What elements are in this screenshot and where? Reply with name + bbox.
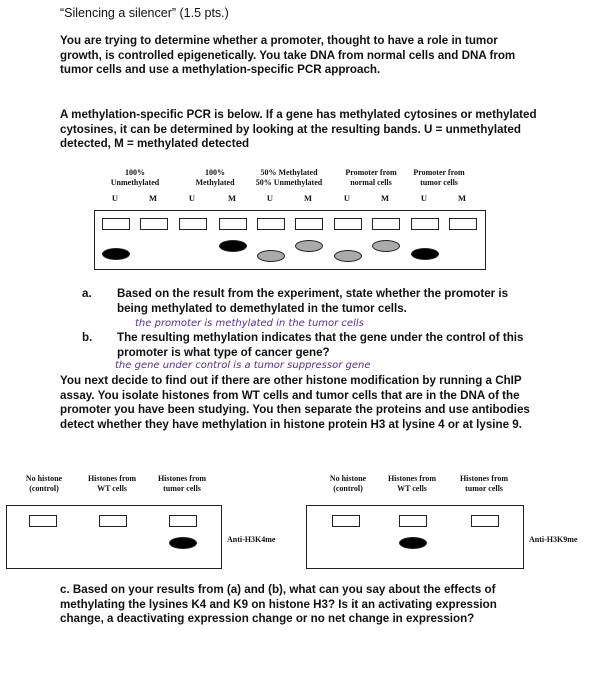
gray-band xyxy=(372,240,400,252)
gray-band xyxy=(257,250,285,262)
lane-label: U xyxy=(420,193,428,203)
lane-label: M xyxy=(148,193,158,203)
chip-column-label: Histones from tumor cells xyxy=(459,474,509,493)
lane-label: U xyxy=(188,193,196,203)
chip-column-label: Histones from tumor cells xyxy=(157,474,207,493)
chip-column-label: No histone (control) xyxy=(25,474,63,493)
antibody-label-h3k9me: Anti-H3K9me xyxy=(529,535,578,544)
gel-well xyxy=(411,218,439,230)
intro-paragraph: You are trying to determine whether a promoter, thought to have a role in tumor growth, is controlled epigenetically. You take DNA from normal cells and DNA from tumor cells and use a methylation-specific PCR approach. xyxy=(60,34,516,76)
lane-label: M xyxy=(303,193,313,203)
gel-well xyxy=(140,218,168,230)
pcr-column-label: 50% Methylated 50% Unmethylated xyxy=(255,168,323,187)
question-b-label: b. xyxy=(82,331,93,344)
gel-well xyxy=(471,515,499,527)
gel-well xyxy=(257,218,285,230)
dark-band xyxy=(219,240,247,252)
gel-well xyxy=(295,218,323,230)
gel-well xyxy=(449,218,477,230)
question-b-answer: the gene under control is a tumor suppressor gene xyxy=(115,360,371,371)
chip-column-label: Histones from WT cells xyxy=(87,474,137,493)
chip-column-label: No histone (control) xyxy=(329,474,367,493)
gel-well xyxy=(99,515,127,527)
lane-label: U xyxy=(343,193,351,203)
gray-band xyxy=(334,250,362,262)
chip-column-label: Histones from WT cells xyxy=(387,474,437,493)
gel-well xyxy=(219,218,247,230)
pcr-column-label: 100% Unmethylated xyxy=(110,168,160,187)
gel-well xyxy=(332,515,360,527)
gel-well xyxy=(372,218,400,230)
gel-well xyxy=(29,515,57,527)
question-a-answer: the promoter is methylated in the tumor cells xyxy=(135,318,364,329)
pcr-column-label: Promoter from normal cells xyxy=(345,168,397,187)
lane-label: U xyxy=(266,193,274,203)
gel-well xyxy=(102,218,130,230)
chip-intro-paragraph: You next decide to find out if there are other histone modification by running a ChIP assay. You isolate histones from WT cells and tumor cells that are in the DNA of the promoter you have been studying. You then separate the proteins and use antibodies detect whether they have methylation in histone protein H3 at lysine 4 or at lysine 9. xyxy=(60,374,530,431)
page-title: “Silencing a silencer” (1.5 pts.) xyxy=(60,6,229,20)
gel-well xyxy=(169,515,197,527)
antibody-label-h3k4me: Anti-H3K4me xyxy=(227,535,276,544)
gray-band xyxy=(295,240,323,252)
dark-band xyxy=(411,248,439,260)
pcr-column-label: 100% Methylated xyxy=(195,168,235,187)
gel-well xyxy=(399,515,427,527)
question-a-label: a. xyxy=(82,287,92,300)
lane-label: M xyxy=(457,193,467,203)
lane-label: U xyxy=(111,193,119,203)
lane-label: M xyxy=(227,193,237,203)
lane-label: M xyxy=(380,193,390,203)
gel-well xyxy=(179,218,207,230)
pcr-intro-paragraph: A methylation-specific PCR is below. If a gene has methylated cytosines or methylated cytosines, it can be determined by looking at the resulting bands. U = unmethylated detected, M = methylated detected xyxy=(60,108,537,150)
question-b-text: The resulting methylation indicates that the gene under the control of this promoter is what type of cancer gene? xyxy=(117,331,524,359)
dark-band xyxy=(169,537,197,549)
dark-band xyxy=(399,537,427,549)
question-a-text: Based on the result from the experiment, state whether the promoter is being methylated to demethylated in the tumor cells. xyxy=(117,287,509,315)
pcr-column-label: Promoter from tumor cells xyxy=(413,168,465,187)
question-c-text: c. Based on your results from (a) and (b), what can you say about the effects of methylating the lysines K4 and K9 on histone H3? Is it an activating expression change, a deactivating expression change or no net change in expression? xyxy=(60,583,497,625)
gel-well xyxy=(334,218,362,230)
dark-band xyxy=(102,248,130,260)
